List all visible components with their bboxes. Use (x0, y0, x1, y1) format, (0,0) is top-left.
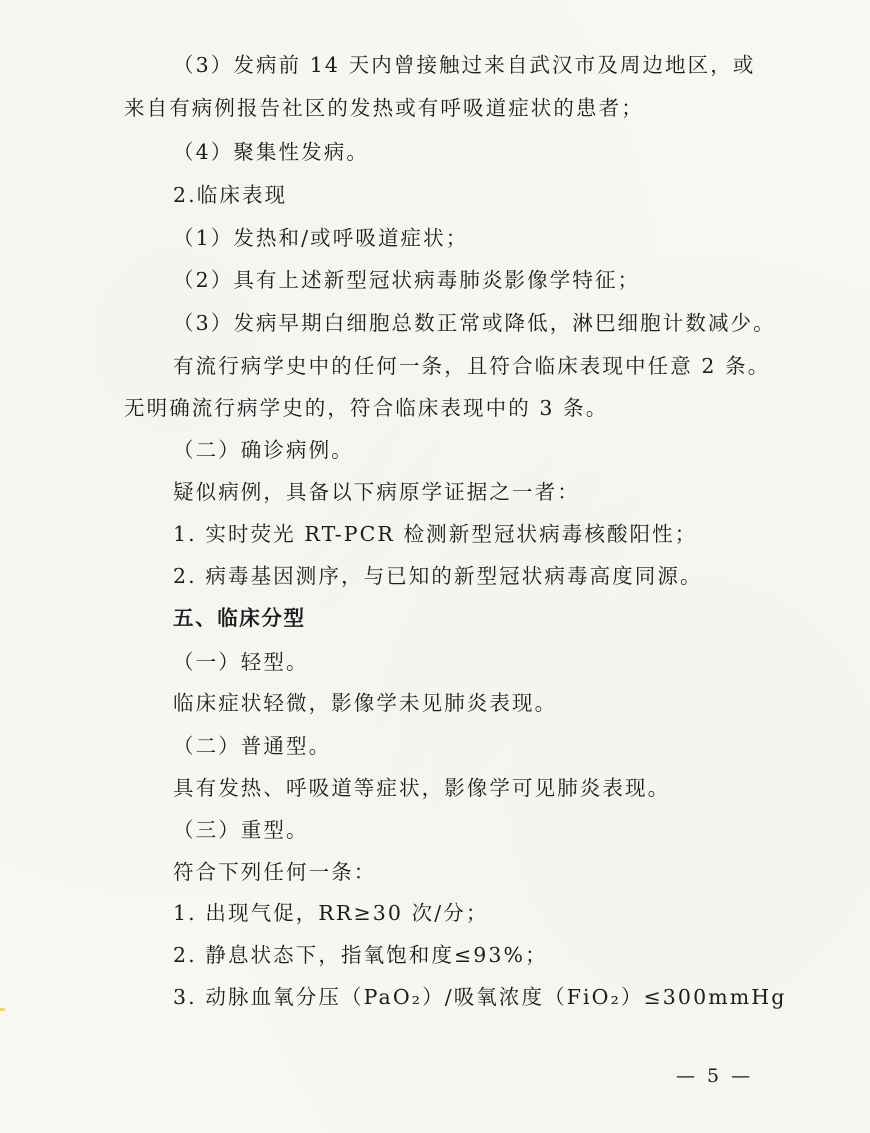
text-line: 疑似病例，具备以下病原学证据之一者： (173, 480, 580, 504)
text-line: （4）聚集性发病。 (173, 140, 369, 164)
text-line: （1）发热和/或呼吸道症状； (173, 226, 469, 250)
text-line: 1. 出现气促，RR≥30 次/分； (173, 901, 489, 925)
section-heading: 2.临床表现 (173, 183, 288, 207)
subsection-heading: （一）轻型。 (173, 650, 309, 674)
text-line: 2. 病毒基因测序，与已知的新型冠状病毒高度同源。 (173, 564, 703, 588)
text-line: 符合下列任何一条： (173, 860, 377, 884)
text-line: 1. 实时荧光 RT-PCR 检测新型冠状病毒核酸阳性； (173, 522, 698, 546)
chapter-heading: 五、临床分型 (173, 606, 306, 630)
subsection-heading: （二）普通型。 (173, 734, 332, 758)
text-line: 有流行病学史中的任何一条，且符合临床表现中任意 2 条。 (173, 354, 771, 378)
text-line: 具有发热、呼吸道等症状，影像学可见肺炎表现。 (173, 776, 671, 800)
text-line: 来自有病例报告社区的发热或有呼吸道症状的患者； (124, 96, 644, 120)
text-line: 无明确流行病学史的，符合临床表现中的 3 条。 (124, 396, 609, 420)
text-line: （3）发病前 14 天内曾接触过来自武汉市及周边地区，或 (173, 53, 756, 77)
scan-edge-mark (0, 1008, 5, 1011)
text-line: （2）具有上述新型冠状病毒肺炎影像学特征； (173, 268, 641, 292)
subsection-heading: （三）重型。 (173, 818, 309, 842)
text-line: 3. 动脉血氧分压（PaO₂）/吸氧浓度（FiO₂）≤300mmHg (173, 985, 787, 1009)
page-number: — 5 — (676, 1065, 754, 1087)
text-line: （3）发病早期白细胞总数正常或降低，淋巴细胞计数减少。 (173, 311, 776, 335)
text-line: 2. 静息状态下，指氧饱和度≤93%； (173, 943, 548, 967)
subsection-heading: （二）确诊病例。 (173, 438, 354, 462)
text-line: 临床症状轻微，影像学未见肺炎表现。 (173, 691, 558, 715)
